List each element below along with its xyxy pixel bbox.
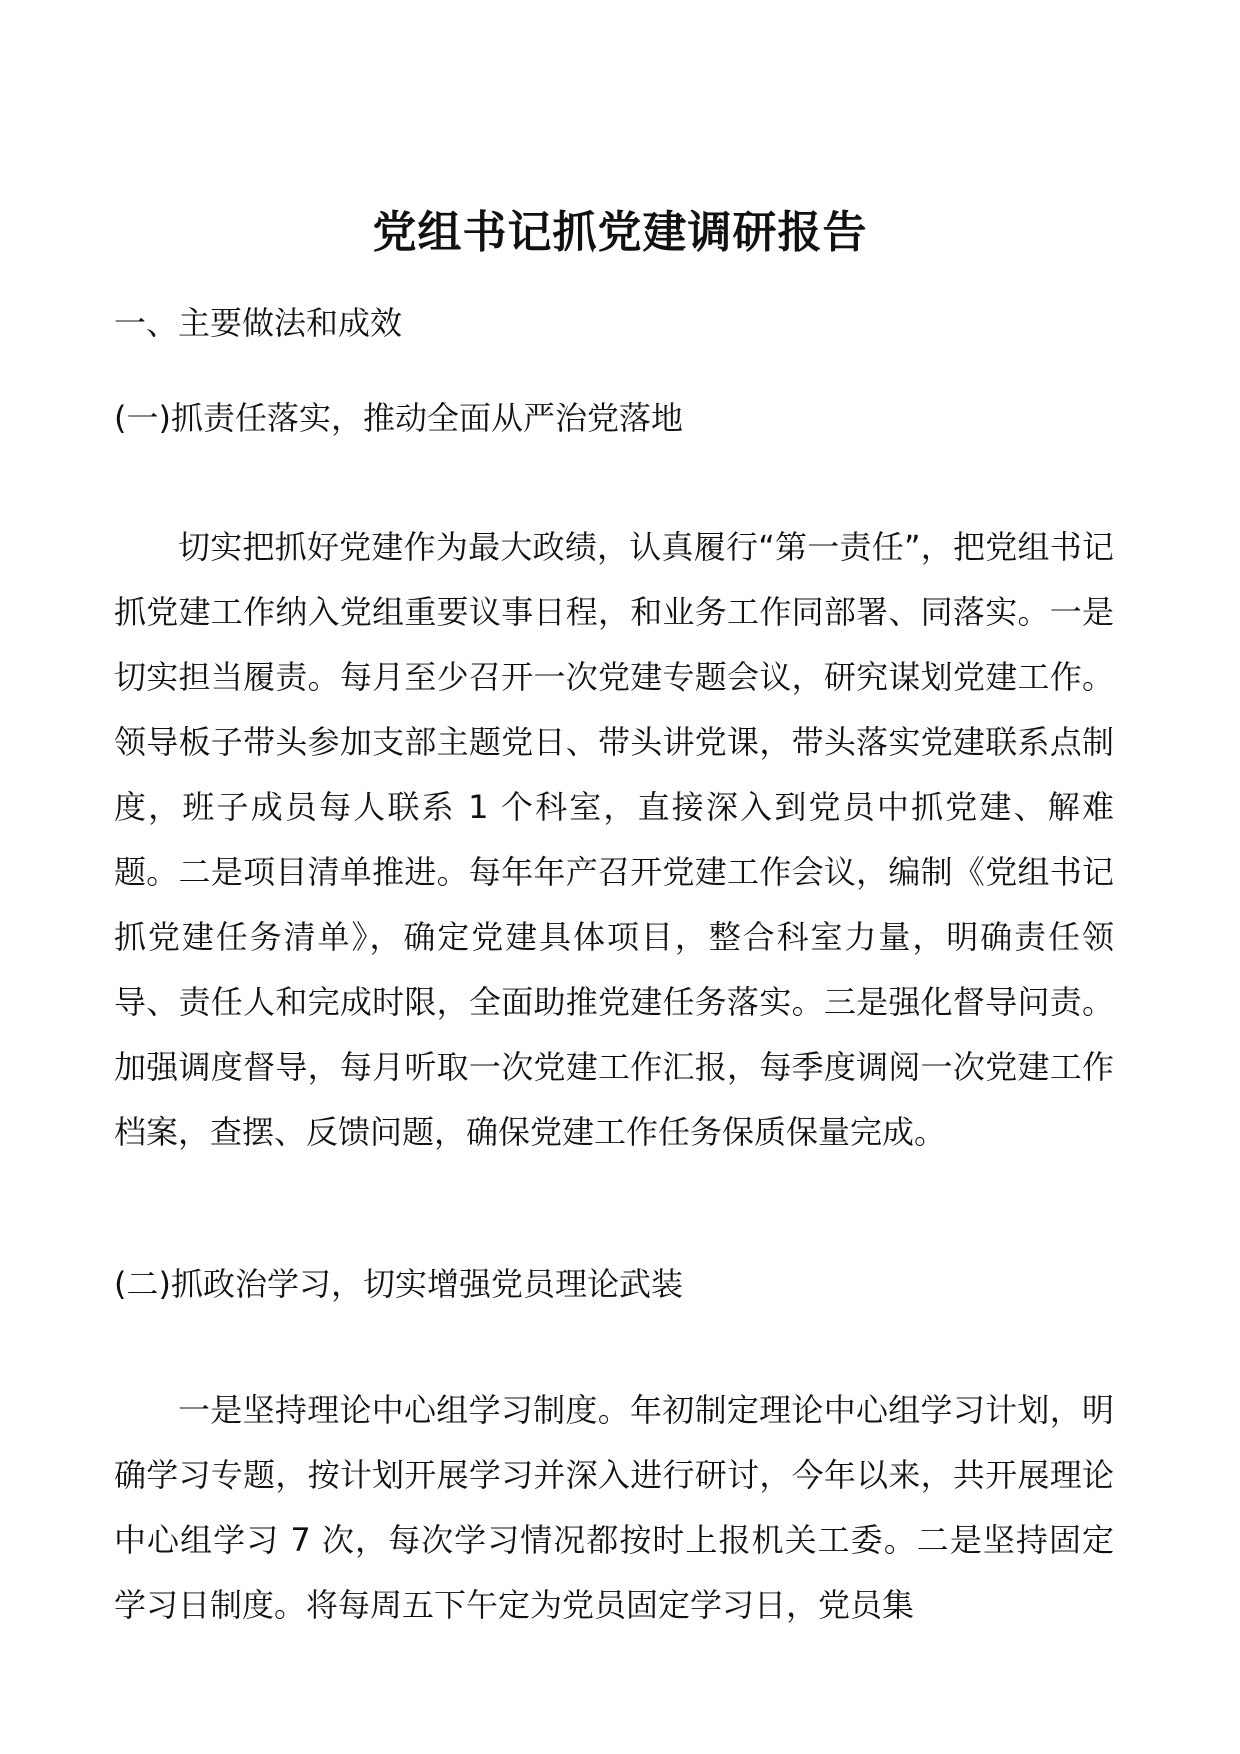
paragraph-1: 切实把抓好党建作为最大政绩，认真履行“第一责任”，把党组书记抓党建工作纳入党组重要议事日程，和业务工作同部署、同落实。一是切实担当履责。每月至少召开一次党建专题会议，研究谋划党建工作。领导板子带头参加支部主题党日、带头讲党课，带头落实党建联系点制度，班子成员每人联系 1 个科室，直接深入到党员中抓党建、解难题。二是项目清单推进。每年年产召开党建工作会议，编制《党组书记抓党建任务清单》，确定党建具体项目，整合科室力量，明确责任领导、责任人和完成时限，全面助推党建任务落实。三是强化督导问责。加强调度督导，每月听取一次党建工作汇报，每季度调阅一次党建工作档案，查摆、反馈问题，确保党建工作任务保质保量完成。 <box>114 528 1114 1151</box>
section-heading-1: 一、主要做法和成效 <box>114 304 403 342</box>
subsection-heading-1: (一)抓责任落实，推动全面从严治党落地 <box>114 399 683 437</box>
document-title: 党组书记抓党建调研报告 <box>372 207 868 258</box>
paragraph-2: 一是坚持理论中心组学习制度。年初制定理论中心组学习计划，明确学习专题，按计划开展学习并深入进行研讨，今年以来，共开展理论中心组学习 7 次，每次学习情况都按时上报机关工委。二是坚持固定学习日制度。将每周五下午定为党员固定学习日，党员集 <box>114 1391 1114 1624</box>
subsection-heading-2: (二)抓政治学习，切实增强党员理论武装 <box>114 1265 683 1303</box>
